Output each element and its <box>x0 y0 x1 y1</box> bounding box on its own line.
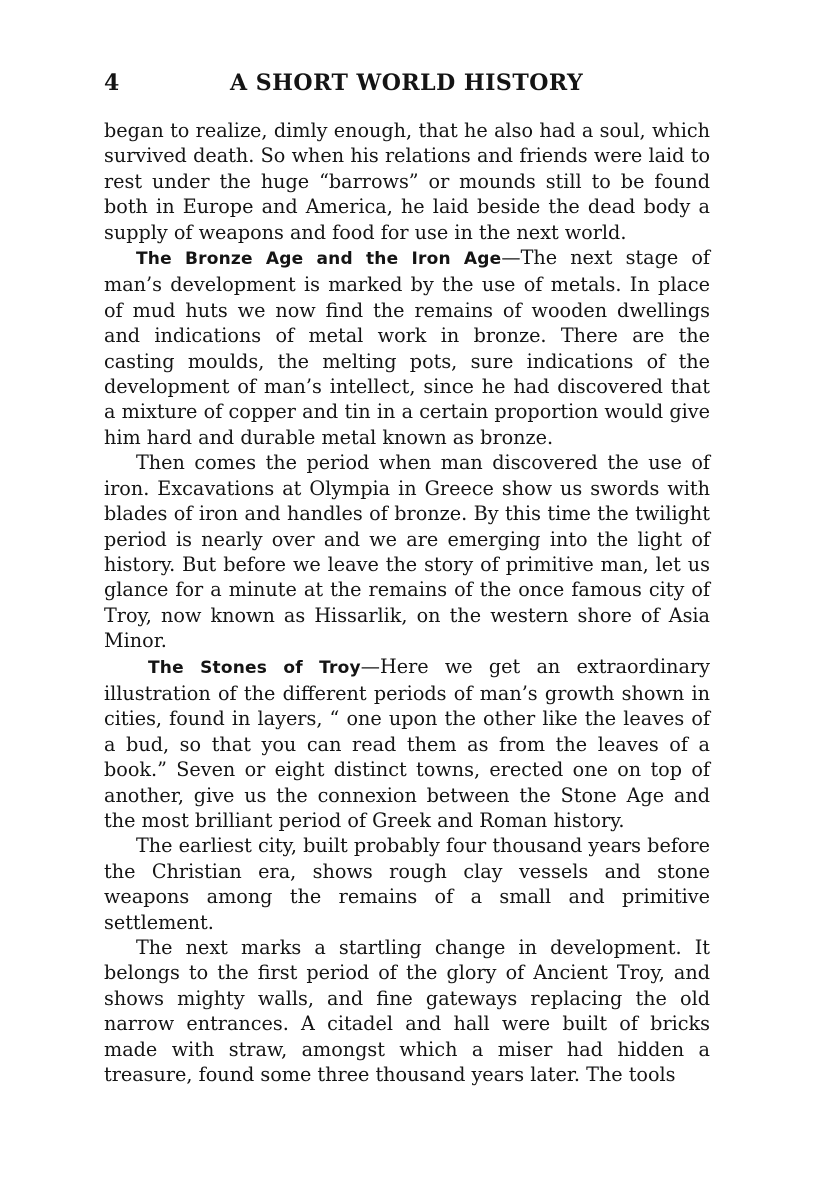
paragraph-text: The next marks a startling change in development. It belongs to the first period of the glory of Ancient Troy, and shows mighty walls, and fine gateways replacing the old narrow entrances. A citadel and hall were built of bricks made with straw, amongst which a miser had hidden a treasure, found some three thousand years later. The tools <box>104 936 710 1087</box>
running-title: A SHORT WORLD HISTORY <box>230 70 584 96</box>
running-head <box>104 62 710 108</box>
paragraph-bronze-iron-age <box>104 245 710 450</box>
book-page <box>104 62 710 1087</box>
section-heading-stones-of-troy: The Stones of Troy <box>148 657 361 678</box>
section-heading-bronze-iron-age: The Bronze Age and the Iron Age <box>136 249 502 270</box>
paragraph-iron-discovery <box>104 450 710 653</box>
body-text <box>104 118 710 1087</box>
paragraph-text: —The next stage of man’s development is marked by the use of metals. In place of mud huts we now find the remains of wooden dwellings and indications of metal work in bronze. There are the casting moulds, the melting pots, sure indications of the development of man’s intellect, since he had discovered that a mixture of copper and tin in a certain proportion would give him hard and durable metal known as bronze. <box>104 246 710 449</box>
paragraph-text: began to realize, dimly enough, that he also had a soul, which survived death. So when his relations and friends were laid to rest under the huge “barrows” or mounds still to be found both in Europe and America, he laid beside the dead body a supply of weapons and food for use in the next world. <box>104 119 710 244</box>
paragraph-next-city <box>104 935 710 1087</box>
paragraph-text: Then comes the period when man discovered the use of iron. Excavations at Olympia in Greece show us swords with blades of iron and handles of bronze. By this time the twilight period is nearly over and we are emerging into the light of history. But before we leave the story of primitive man, let us glance for a minute at the remains of the once famous city of Troy, now known as Hissarlik, on the western shore of Asia Minor. <box>104 451 710 653</box>
page-number: 4 <box>104 70 120 96</box>
paragraph-stones-of-troy <box>104 654 710 834</box>
paragraph-text: The earliest city, built probably four thousand years before the Christian era, shows rough clay vessels and stone weapons among the remains of a small and primitive settlement. <box>104 834 710 934</box>
paragraph-text: —Here we get an extraordinary illustration of the different periods of man’s growth shown in cities, found in layers, “ one upon the other like the leaves of a bud, so that you can read them as from the leaves of a book.” Seven or eight distinct towns, erected one on top of another, give us the connexion between the Stone Age and the most brilliant period of Greek and Roman history. <box>104 654 710 832</box>
paragraph-earliest-city <box>104 833 710 935</box>
paragraph-burial-customs <box>104 118 710 245</box>
